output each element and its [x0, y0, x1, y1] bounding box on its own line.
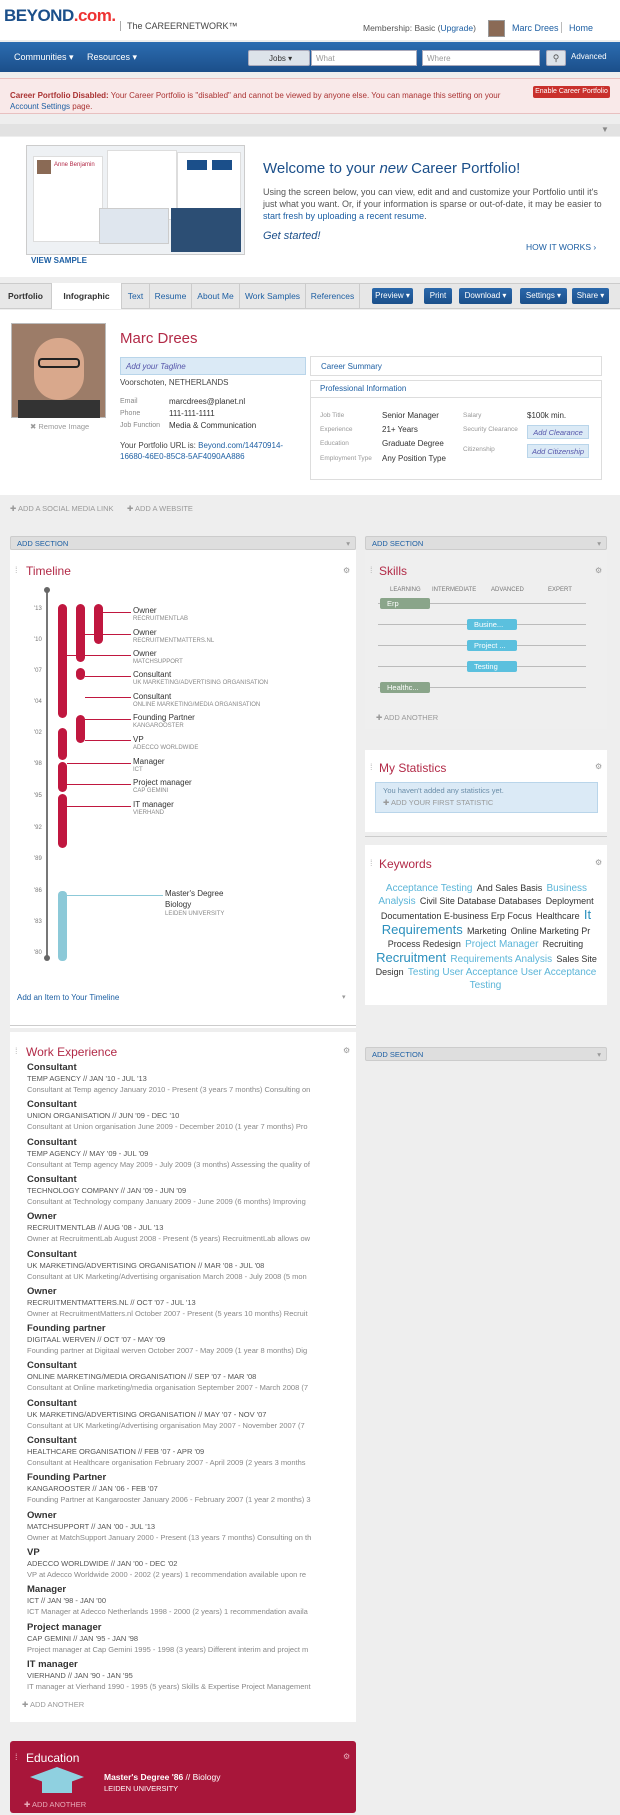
timeline-item-title: VP — [133, 735, 144, 744]
sample-thumbnail[interactable] — [26, 145, 245, 255]
education-title: Education — [26, 1751, 80, 1765]
connector-line — [85, 697, 131, 698]
add-work-link[interactable]: ✚ ADD ANOTHER — [22, 1700, 85, 1709]
timeline-bar[interactable] — [94, 604, 103, 644]
chevron-down-icon[interactable]: ▾ — [342, 994, 346, 1001]
skill-bar[interactable]: Testing — [467, 661, 517, 672]
work-title: Project manager — [27, 1621, 102, 1633]
work-title: Founding Partner — [27, 1472, 107, 1484]
year-label: '98 — [34, 761, 42, 767]
work-title: Consultant — [27, 1360, 77, 1372]
skill-level-header: LEARNING — [390, 587, 421, 593]
timeline-item-sub: ADECCO WORLDWIDE — [133, 745, 199, 751]
timeline-item-sub: UK MARKETING/ADVERTISING ORGANISATION — [133, 680, 269, 686]
keyword[interactable]: And Sales Basis — [476, 883, 543, 893]
work-company: VIERHAND // JAN '90 - JAN '95 — [27, 1670, 133, 1680]
work-description: Consultant at Healthcare organisation February 2007 - April 2009 (2 years 3 months — [27, 1458, 306, 1467]
tab-infographic[interactable]: Infographic — [52, 283, 122, 309]
timeline-item-title: Project manager — [133, 778, 192, 787]
job-title-label: Job Title — [320, 412, 345, 419]
account-settings-link[interactable]: Account Settings — [10, 102, 71, 111]
thumb-block — [99, 208, 169, 244]
timeline-item-title: Owner — [133, 606, 157, 615]
work-company: KANGAROOSTER // JAN '06 - FEB '07 — [27, 1484, 158, 1494]
portfolio-url: Your Portfolio URL is: Beyond.com/14470914-16680-46E0-85C8-5AF4090AA886 — [120, 441, 284, 461]
thumb-photo — [37, 160, 51, 174]
add-website-link[interactable]: ✚ ADD A WEBSITE — [127, 504, 193, 513]
gear-icon[interactable]: ⚙ — [595, 858, 603, 867]
job-function-label: Job Function — [120, 422, 161, 429]
chevron-down-icon: ▾ — [597, 1050, 601, 1059]
work-description: Consultant at Union organisation June 2009 - December 2010 (1 year 7 months) Pro — [27, 1122, 308, 1132]
education-school: LEIDEN UNIVERSITY — [104, 1784, 179, 1793]
timeline-item-title: Founding Partner — [133, 713, 195, 722]
timeline-axis — [46, 590, 48, 960]
work-company: CAP GEMINI // JAN '95 - JAN '98 — [27, 1633, 139, 1643]
membership-status: Membership: Basic (Upgrade) — [363, 23, 476, 33]
statistics-title: My Statistics — [379, 761, 447, 775]
drag-handle-icon[interactable]: ⁞ — [370, 762, 373, 772]
work-description: Consultant at UK Marketing/Advertising organisation May 2007 - November 2007 (7 — [27, 1420, 305, 1430]
year-label: '95 — [34, 793, 42, 799]
professional-info-title[interactable]: Professional Information — [310, 380, 602, 398]
timeline-bar[interactable] — [58, 762, 67, 792]
add-clearance-button[interactable]: Add Clearance — [527, 425, 589, 439]
tab-portfolio[interactable]: Portfolio — [0, 283, 52, 309]
timeline-item-sub: RECRUITMENTMATTERS.NL — [133, 638, 215, 644]
add-timeline-item-link[interactable]: Add an Item to Your Timeline — [17, 993, 120, 1002]
gear-icon[interactable]: ⚙ — [343, 1046, 351, 1055]
skill-level-header: EXPERT — [548, 587, 572, 593]
chevron-down-icon[interactable]: ▼ — [601, 125, 609, 134]
add-section-left[interactable]: ADD SECTION ▾ — [10, 536, 356, 550]
work-title: VP — [27, 1546, 40, 1558]
collapse-bar[interactable] — [0, 124, 620, 136]
work-company: RECRUITMENTMATTERS.NL // OCT '07 - JUL '13 — [27, 1297, 196, 1307]
upload-resume-link[interactable]: start fresh by uploading a recent resume — [263, 211, 425, 221]
work-description: Consultant at Technology company January 2009 - June 2009 (6 months) Improving — [27, 1196, 306, 1206]
work-description: Consultant at UK Marketing/Advertising organisation March 2008 - July 2008 (5 mon — [27, 1271, 307, 1281]
timeline-edu-field: Biology — [165, 900, 192, 909]
citizenship-label: Citizenship — [463, 446, 495, 453]
how-it-works-link[interactable]: HOW IT WORKS › — [526, 242, 597, 252]
what-input[interactable]: What — [311, 50, 417, 66]
timeline-item-title: Owner — [133, 649, 157, 658]
nav-communities[interactable]: Communities ▾ — [14, 52, 74, 62]
share-button[interactable]: Share ▾ — [572, 288, 609, 304]
keyword[interactable]: Testing User Acceptance User Acceptance Testing — [407, 967, 597, 991]
year-label: '92 — [34, 825, 42, 831]
search-button[interactable] — [546, 50, 566, 66]
salary-label: Salary — [463, 412, 482, 419]
timeline-item-sub: ONLINE MARKETING/MEDIA ORGANISATION — [133, 702, 261, 708]
keyword[interactable]: Sales Site Design — [375, 954, 597, 977]
add-first-statistic-link[interactable]: ✚ ADD YOUR FIRST STATISTIC — [383, 798, 494, 807]
keyword[interactable]: Project Manager — [465, 939, 539, 950]
keyword[interactable]: Recruitment — [376, 950, 447, 965]
drag-handle-icon[interactable]: ⁞ — [370, 565, 373, 575]
print-button[interactable]: Print — [424, 288, 452, 304]
keyword[interactable]: Healthcare — [536, 911, 580, 921]
education-label: Education — [320, 440, 349, 447]
timeline-edu-school: LEIDEN UNIVERSITY — [165, 911, 225, 917]
connector-line — [85, 719, 131, 720]
keywords-title: Keywords — [379, 857, 432, 871]
work-company: RECRUITMENTLAB // AUG '08 - JUL '13 — [27, 1223, 164, 1233]
work-description: Founding partner at Digitaal werven October 2007 - May 2009 (1 year 8 months) Dig — [27, 1346, 308, 1356]
where-input[interactable]: Where — [422, 50, 540, 66]
year-label: '89 — [34, 856, 42, 862]
gear-icon[interactable]: ⚙ — [343, 566, 351, 575]
chevron-down-icon: ▾ — [346, 539, 350, 548]
year-label: '02 — [34, 730, 42, 736]
profile-location: Voorschoten, NETHERLANDS — [120, 378, 229, 387]
education-entry: Master's Degree '86 // Biology — [104, 1772, 221, 1782]
timeline-item-title: Manager — [133, 757, 165, 766]
skill-bar[interactable]: Healthc... — [380, 682, 430, 693]
work-description: IT manager at Vierhand 1990 - 1995 (5 years) Skills & Expertise Project Management — [27, 1681, 311, 1691]
thumb-block — [171, 208, 241, 252]
education-bar[interactable] — [58, 891, 67, 961]
experience-label: Experience — [320, 426, 353, 433]
job-function-value: Media & Communication — [169, 421, 257, 430]
chevron-down-icon: ▾ — [597, 539, 601, 548]
skill-bar[interactable]: Erp — [380, 598, 430, 609]
keyword[interactable]: Marketing — [466, 926, 507, 936]
axis-dot — [44, 587, 50, 593]
salary-value: $100k min. — [527, 411, 567, 420]
timeline-item-title: Consultant — [133, 670, 172, 679]
experience-value: 21+ Years — [382, 425, 418, 434]
banner-text: Career Portfolio Disabled: Your Career Portfolio is "disabled" and cannot be viewed by anyone else. You can manage this setting on your Account Settings page. — [10, 91, 501, 111]
timeline-edu-title: Master's Degree — [165, 889, 224, 898]
timeline-item-sub: KANGAROOSTER — [133, 723, 184, 729]
keyword[interactable]: It Requirements — [381, 907, 592, 937]
keyword[interactable]: Acceptance Testing — [385, 883, 473, 894]
employment-type-value: Any Position Type — [382, 454, 446, 463]
phone-label: Phone — [120, 410, 141, 417]
skill-bar[interactable]: Project ... — [467, 640, 517, 651]
job-title-value: Senior Manager — [382, 411, 439, 420]
year-label: '86 — [34, 888, 42, 894]
timeline-item-sub: MATCHSUPPORT — [133, 659, 183, 665]
get-started-heading: Get started! — [263, 230, 321, 242]
gear-icon[interactable]: ⚙ — [595, 762, 603, 771]
work-description: ICT Manager at Adecco Netherlands 1998 - 2000 (2 years) 1 recommendation availa — [27, 1607, 308, 1617]
timeline-bar[interactable] — [76, 604, 85, 662]
face-shape — [34, 338, 84, 400]
connector-line — [67, 895, 163, 896]
work-title: Owner — [27, 1285, 57, 1297]
work-company: UK MARKETING/ADVERTISING ORGANISATION // MAR '08 - JUL '08 — [27, 1260, 265, 1270]
connector-line — [103, 612, 131, 613]
work-title: Manager — [27, 1584, 67, 1596]
welcome-title: Welcome to your new Career Portfolio! — [263, 160, 521, 177]
year-label: '10 — [34, 637, 42, 643]
work-title: Consultant — [27, 1136, 77, 1148]
work-description: VP at Adecco Worldwide 2000 - 2002 (2 years) 1 recommendation available upon re — [27, 1569, 307, 1579]
add-skill-link[interactable]: ✚ ADD ANOTHER — [376, 713, 439, 722]
work-company: DIGITAAL WERVEN // OCT '07 - MAY '09 — [27, 1335, 166, 1345]
graduation-cap-icon — [28, 1765, 86, 1795]
work-company: TEMP AGENCY // MAY '09 - JUL '09 — [27, 1148, 149, 1158]
connector-line — [85, 740, 131, 741]
email-value: marcdrees@planet.nl — [169, 397, 246, 406]
work-title: Founding partner — [27, 1323, 106, 1335]
timeline-bar[interactable] — [58, 604, 67, 718]
work-description: Owner at MatchSupport January 2000 - Present (13 years 7 months) Consulting on th — [27, 1532, 312, 1542]
search-icon: ⚲ — [552, 53, 560, 63]
keyword[interactable]: Civil Site Database Databases — [419, 896, 542, 906]
connector-line — [67, 655, 131, 656]
drag-handle-icon[interactable]: ⁞ — [370, 858, 373, 868]
profile-photo[interactable] — [11, 323, 106, 418]
connector-line — [85, 634, 131, 635]
skills-title: Skills — [379, 564, 408, 578]
work-title: Owner — [27, 1211, 57, 1223]
work-description: Consultant at Temp agency May 2009 - July 2009 (3 months) Assessing the quality of — [27, 1159, 310, 1169]
timeline-item-sub: RECRUITMENTLAB — [133, 616, 189, 622]
remove-image-link[interactable]: ✖ Remove Image — [30, 422, 90, 431]
work-company: MATCHSUPPORT // JAN '00 - JUL '13 — [27, 1521, 156, 1531]
work-company: TEMP AGENCY // JAN '10 - JUL '13 — [27, 1074, 147, 1083]
work-title: Consultant — [27, 1062, 77, 1073]
add-social-link[interactable]: ✚ ADD A SOCIAL MEDIA LINK — [10, 504, 114, 513]
year-label: '80 — [34, 950, 42, 956]
timeline-bar[interactable] — [76, 668, 85, 680]
shirt-shape — [18, 400, 100, 418]
work-title: Consultant — [27, 1397, 77, 1409]
profile-name: Marc Drees — [120, 330, 198, 347]
timeline-title: Timeline — [26, 564, 71, 578]
keyword-cloud — [375, 882, 597, 992]
enable-portfolio-button[interactable]: Enable Career Portfolio — [533, 86, 610, 98]
view-sample-link[interactable]: VIEW SAMPLE — [31, 256, 88, 265]
year-label: '83 — [34, 919, 42, 925]
year-label: '07 — [34, 668, 42, 674]
employment-type-label: Employment Type — [320, 455, 372, 462]
add-section-right-2[interactable]: ADD SECTION ▾ — [365, 1047, 607, 1061]
add-section-right[interactable]: ADD SECTION ▾ — [365, 536, 607, 550]
keyword[interactable]: Business Analysis — [378, 883, 588, 907]
timeline-item-sub: CAP GEMINI — [133, 788, 169, 794]
work-company: ONLINE MARKETING/MEDIA ORGANISATION // SEP '07 - MAR '08 — [27, 1372, 257, 1382]
add-citizenship-button[interactable]: Add Citizenship — [527, 444, 589, 458]
settings-button[interactable]: Settings ▾ — [520, 288, 567, 304]
tab-references[interactable]: References — [306, 283, 360, 309]
thumb-name: Anne Benjamin — [54, 162, 95, 168]
work-company: UNION ORGANISATION // JUN '09 - DEC '10 — [27, 1111, 180, 1121]
work-description: Founding Partner at Kangarooster January 2006 - February 2007 (1 year 2 months) 3 — [27, 1495, 311, 1505]
timeline-bar[interactable] — [58, 728, 67, 760]
timeline-item-title: Consultant — [133, 692, 172, 701]
work-description: Consultant at Temp agency January 2010 - Present (3 years 7 months) Consulting on — [27, 1085, 311, 1094]
divider — [10, 1025, 356, 1026]
skill-bar[interactable]: Busine... — [467, 619, 517, 630]
connector-line — [85, 676, 131, 677]
timeline-item-title: Owner — [133, 628, 157, 637]
home-link[interactable]: Home — [569, 23, 594, 33]
preview-button[interactable]: Preview ▾ — [372, 288, 413, 304]
stats-empty-text: You haven't added any statistics yet. — [383, 786, 504, 795]
work-title: Consultant — [27, 1099, 77, 1111]
skills-list — [378, 598, 586, 708]
keyword[interactable]: Requirements Analysis — [450, 954, 553, 965]
work-description: Project manager at Cap Gemini 1995 - 1998 (3 years) Different interim and project m — [27, 1644, 309, 1654]
jobs-select[interactable]: Jobs ▾ — [248, 50, 310, 66]
axis-dot — [44, 955, 50, 961]
tab-about-me[interactable]: About Me — [192, 283, 240, 309]
timeline-bar[interactable] — [58, 794, 67, 848]
thumb-block — [212, 160, 232, 170]
work-company: ADECCO WORLDWIDE // JAN '00 - DEC '02 — [27, 1558, 178, 1568]
work-description: Owner at RecruitmentMatters.nl October 2007 - Present (5 years 10 months) Recruit — [27, 1308, 308, 1318]
work-experience-title: Work Experience — [26, 1045, 118, 1059]
avatar[interactable] — [488, 20, 505, 37]
work-title: Consultant — [27, 1435, 77, 1446]
work-company: UK MARKETING/ADVERTISING ORGANISATION // MAY '07 - NOV '07 — [27, 1409, 267, 1419]
divider — [561, 22, 562, 33]
gear-icon[interactable]: ⚙ — [343, 1752, 351, 1761]
nav-resources[interactable]: Resources ▾ — [87, 52, 138, 62]
download-button[interactable]: Download ▾ — [459, 288, 512, 304]
timeline-item-sub: VIERHAND — [133, 810, 165, 816]
keyword[interactable]: Recruiting — [542, 939, 584, 949]
year-label: '04 — [34, 699, 42, 705]
keyword[interactable]: Deployment Documentation E-business Erp Focus — [380, 896, 594, 921]
portfolio-url-link[interactable]: Beyond.com/14470914-16680-46E0-85C8-5AF4090AA886 — [120, 441, 284, 461]
work-title: Consultant — [27, 1248, 77, 1260]
clearance-label: Security Clearance — [463, 426, 518, 433]
thumb-block — [187, 160, 207, 170]
tab-work-samples[interactable]: Work Samples — [240, 283, 306, 309]
advanced-search-link[interactable]: Advanced — [571, 52, 607, 61]
year-label: '13 — [34, 606, 42, 612]
welcome-body: Using the screen below, you can view, edit and and customize your Portfolio until it's just what you want. Or, if your information is sparse or out-of-date, it may be easier to start fresh by uploading a recent resume. — [263, 187, 602, 221]
careernetwork-label: The CAREERNETWORK™ — [120, 21, 238, 31]
drag-handle-icon[interactable]: ⁞ — [15, 1046, 18, 1056]
divider — [365, 836, 607, 837]
work-title: IT manager — [27, 1658, 78, 1670]
timeline-bar[interactable] — [76, 715, 85, 743]
work-title: Owner — [27, 1509, 57, 1521]
skill-level-header: INTERMEDIATE — [432, 587, 477, 593]
connector-line — [67, 784, 131, 785]
keyword[interactable]: Online Marketing Pr Process Redesign — [387, 926, 591, 949]
glasses-shape — [38, 358, 80, 368]
connector-line — [67, 763, 131, 764]
phone-value: 111-111-1111 — [169, 409, 215, 418]
timeline-item-sub: ICT — [133, 767, 143, 773]
upgrade-link[interactable]: Upgrade — [440, 23, 474, 33]
drag-handle-icon[interactable]: ⁞ — [15, 1752, 18, 1762]
user-name-link[interactable]: Marc Drees — [512, 23, 559, 33]
work-company: HEALTHCARE ORGANISATION // FEB '07 - APR '09 — [27, 1447, 205, 1456]
work-description: Consultant at Online marketing/media organisation September 2007 - March 2008 (7 — [27, 1383, 308, 1393]
beyond-logo[interactable]: BEYOND.com. — [4, 6, 116, 25]
drag-handle-icon[interactable]: ⁞ — [15, 565, 18, 575]
add-education-link[interactable]: ✚ ADD ANOTHER — [24, 1800, 87, 1809]
tab-text[interactable]: Text — [122, 283, 150, 309]
skill-level-header: ADVANCED — [491, 587, 524, 593]
work-company: TECHNOLOGY COMPANY // JAN '09 - JUN '09 — [27, 1185, 187, 1195]
work-description: Owner at RecruitmentLab August 2008 - Present (5 years) RecruitmentLab allows ow — [27, 1234, 311, 1244]
tab-resume[interactable]: Resume — [150, 283, 192, 309]
career-summary-box[interactable]: Career Summary — [310, 356, 602, 376]
connector-line — [67, 806, 131, 807]
work-company: ICT // JAN '98 - JAN '00 — [27, 1596, 106, 1606]
education-value: Graduate Degree — [382, 439, 444, 448]
timeline-item-title: IT manager — [133, 800, 174, 809]
gear-icon[interactable]: ⚙ — [595, 566, 603, 575]
email-label: Email — [120, 398, 138, 405]
work-title: Consultant — [27, 1173, 77, 1185]
tagline-input[interactable]: Add your Tagline — [120, 357, 306, 375]
work-list — [0, 0, 1, 1]
